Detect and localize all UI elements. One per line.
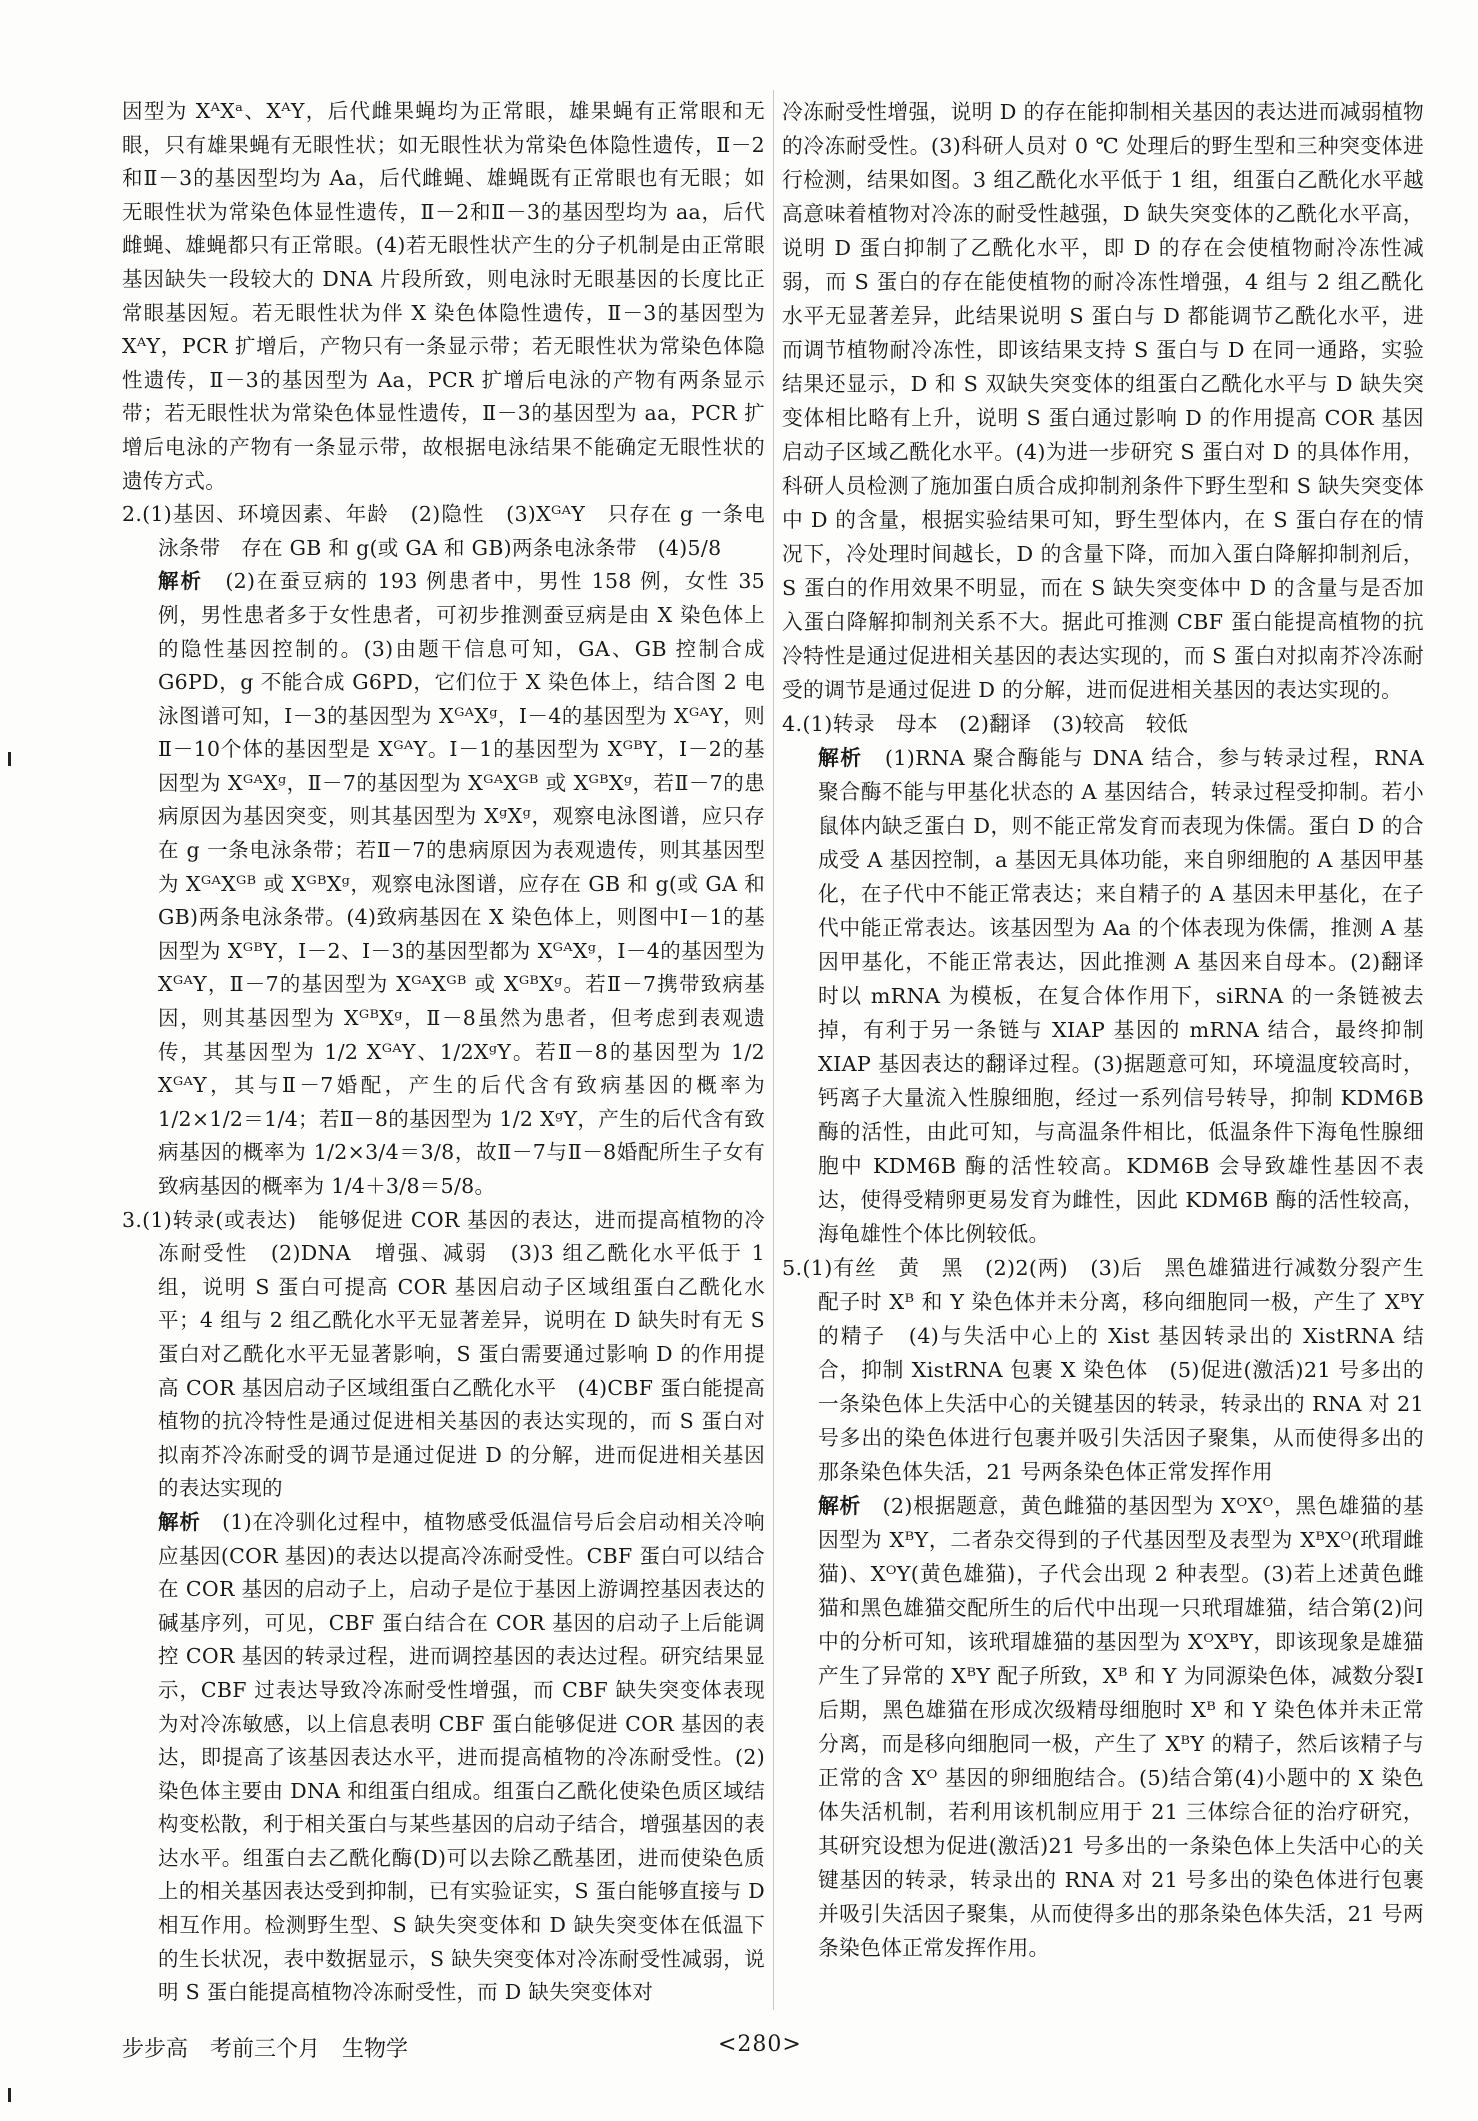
explanation-paragraph — [782, 1489, 1424, 1965]
explanation-label: 解析 — [818, 1494, 861, 1518]
answer-item: 3.(1)转录(或表达) 能够促进 COR 基因的表达，进而提高植物的冷冻耐受性 (2)DNA 增强、减弱 (3)3 组乙酰化水平低于 1 组，说明 S 蛋白可提高 COR 基因启动子区域组蛋白乙酰化水平；4 组与 2 组乙酰化水平无显著差异，说明在 D 缺失时有无 S 蛋白对乙酰化水平无显著影响，S 蛋白需要通过影响 D 的作用提高 COR 基因启动子区域组蛋白乙酰化水平 (4)CBF 蛋白能提高植物的抗冷特性是通过促进相关基因的表达实现的，而 S 蛋白对拟南芥冷冻耐受的调节是通过促进 D 的分解，进而促进相关基因的表达实现的 — [122, 1207, 765, 1501]
explanation-paragraph — [122, 1506, 765, 2010]
text-paragraph: 冷冻耐受性增强，说明 D 的存在能抑制相关基因的表达进而减弱植物的冷冻耐受性。(3)科研人员对 0 ℃ 处理后的野生型和三种突变体进行检测，结果如图。3 组乙酰化水平低于 1 组，组蛋白乙酰化水平越高意味着植物对冷冻的耐受性越强，D 缺失突变体的乙酰化水平高，说明 D 蛋白抑制了乙酰化水平，即 D 的存在会使植物耐冷冻性减弱，而 S 蛋白的存在能使植物的耐冷冻性增强，4 组与 2 组乙酰化水平无显著差异，此结果说明 S 蛋白与 D 都能调节乙酰化水平，进而调节植物耐冷冻性，即该结果支持 S 蛋白与 D 在同一通路，实验结果还显示，D 和 S 双缺失突变体的组蛋白乙酰化水平与 D 缺失突变体相比略有上升，说明 S 蛋白通过影响 D 的作用提高 COR 基因启动子区域乙酰化水平。(4)为进一步研究 S 蛋白对 D 的具体作用，科研人员检测了施加蛋白质合成抑制剂条件下野生型和 S 缺失突变体中 D 的含量，根据实验结果可知，野生型体内，在 S 蛋白存在的情况下，冷处理时间越长，D 的含量下降，而加入蛋白降解抑制剂后，S 蛋白的作用效果不明显，而在 S 缺失突变体中 D 的含量与是否加入蛋白降解抑制剂关系不大。据此可推测 CBF 蛋白能提高植物的抗冷特性是通过促进相关基因的表达实现的，而 S 蛋白对拟南芥冷冻耐受的调节是通过促进 D 的分解，进而促进相关基因的表达实现的。 — [782, 100, 1424, 702]
text-paragraph: 因型为 XᴬXᵃ、XᴬY，后代雌果蝇均为正常眼，雄果蝇有正常眼和无眼，只有雄果蝇有无眼性状；如无眼性状为常染色体隐性遗传，Ⅱ－2和Ⅱ－3的基因型均为 Aa，后代雌蝇、雄蝇既有正常眼也有无眼；如无眼性状为常染色体显性遗传，Ⅱ－2和Ⅱ－3的基因型均为 aa，后代雌蝇、雄蝇都只有正常眼。(4)若无眼性状产生的分子机制是由正常眼基因缺失一段较大的 DNA 片段所致，则电泳时无眼基因的长度比正常眼基因短。若无眼性状为伴 X 染色体隐性遗传，Ⅱ－3的基因型为 XᴬY，PCR 扩增后，产物只有一条显示带；若无眼性状为常染色体隐性遗传，Ⅱ－3的基因型为 Aa，PCR 扩增后电泳的产物有两条显示带；若无眼性状为常染色体显性遗传，Ⅱ－3的基因型为 aa，PCR 扩增后电泳的产物有一条显示带，故根据电泳结果不能确定无眼性状的遗传方式。 — [122, 99, 765, 493]
explanation-label: 解析 — [158, 1509, 201, 1534]
answer-item: 4.(1)转录 母本 (2)翻译 (3)较高 较低 — [782, 712, 1188, 736]
column-divider — [773, 90, 774, 2010]
explanation-text: (1)在冷驯化过程中，植物感受低温信号后会启动相关冷响应基因(COR 基因)的表达以提高冷冻耐受性。CBF 蛋白可以结合在 COR 基因的启动子上，启动子是位于基因上游调控基因表达的碱基序列，可见，CBF 蛋白结合在 COR 基因的启动子上后能调控 COR 基因的转录过程，进而调控基因的表达过程。研究结果显示，CBF 过表达导致冷冻耐受性增强，而 CBF 缺失突变体表现为对冷冻敏感，以上信息表明 CBF 蛋白能够促进 COR 基因的表达，即提高了该基因表达水平，进而提高植物的冷冻耐受性。(2)染色体主要由 DNA 和组蛋白组成。组蛋白乙酰化使染色质区域结构变松散，利于相关蛋白与某些基因的启动子结合，增强基因的表达水平。组蛋白去乙酰化酶(D)可以去除乙酰基团，进而使染色质上的相关基因表达受到抑制，已有实验证实，S 蛋白能够直接与 D 相互作用。检测野生型、S 缺失突变体和 D 缺失突变体在低温下的生长状况，表中数据显示，S 缺失突变体对冷冻耐受性减弱，说明 S 蛋白能提高植物冷冻耐受性，而 D 缺失突变体对 — [158, 1509, 765, 2005]
explanation-text: (2)在蚕豆病的 193 例患者中，男性 158 例，女性 35 例，男性患者多于女性患者，可初步推测蚕豆病是由 X 染色体上的隐性基因控制的。(3)由题干信息可知，GA、GB 控制合成 G6PD，g 不能合成 G6PD，它们位于 X 染色体上，结合图 2 电泳图谱可知，Ⅰ－3的基因型为 XᴳᴬXᵍ，Ⅰ－4的基因型为 XᴳᴬY，则Ⅱ－10个体的基因型是 XᴳᴬY。Ⅰ－1的基因型为 XᴳᴮY，Ⅰ－2的基因型为 XᴳᴬXᵍ，Ⅱ－7的基因型为 XᴳᴬXᴳᴮ 或 XᴳᴮXᵍ，若Ⅱ－7的患病原因为基因突变，则其基因型为 XᵍXᵍ，观察电泳图谱，应只存在 g 一条电泳条带；若Ⅱ－7的患病原因为表观遗传，则其基因型为 XᴳᴬXᴳᴮ 或 XᴳᴮXᵍ，观察电泳图谱，应存在 GB 和 g(或 GA 和 GB)两条电泳条带。(4)致病基因在 X 染色体上，则图中Ⅰ－1的基因型为 XᴳᴮY，Ⅰ－2、Ⅰ－3的基因型都为 XᴳᴬXᵍ，Ⅰ－4的基因型为 XᴳᴬY，Ⅱ－7的基因型为 XᴳᴬXᴳᴮ 或 XᴳᴮXᵍ。若Ⅱ－7携带致病基因，则其基因型为 XᴳᴮXᵍ，Ⅱ－8虽然为患者，但考虑到表观遗传，其基因型为 1/2 XᴳᴬY、1/2XᵍY。若Ⅱ－8的基因型为 1/2 XᴳᴬY，其与Ⅱ－7婚配，产生的后代含有致病基因的概率为 1/2×1/2＝1/4；若Ⅱ－8的基因型为 1/2 XᵍY，产生的后代含有致病基因的概率为 1/2×3/4＝3/8，故Ⅱ－7与Ⅱ－8婚配所生子女有致病基因的概率为 1/4＋3/8＝5/8。 — [158, 569, 765, 1198]
explanation-paragraph — [782, 741, 1424, 1251]
answer-item: 2.(1)基因、环境因素、年龄 (2)隐性 (3)XᴳᴬY 只存在 g 一条电泳条带 存在 GB 和 g(或 GA 和 GB)两条电泳条带 (4)5/8 — [122, 502, 765, 560]
left-column — [122, 95, 765, 2010]
right-column — [782, 95, 1424, 1965]
explanation-text: (1)RNA 聚合酶能与 DNA 结合，参与转录过程，RNA 聚合酶不能与甲基化状态的 A 基因结合，转录过程受抑制。若小鼠体内缺乏蛋白 D，则不能正常发育而表现为侏儒。蛋白 D 的合成受 A 基因控制，a 基因无具体功能，来自卵细胞的 A 基因甲基化，在子代中不能正常表达；来自精子的 A 基因未甲基化，在子代中能正常表达。该基因型为 Aa 的个体表现为侏儒，推测 A 基因甲基化，不能正常表达，因此推测 A 基因来自母本。(2)翻译时以 mRNA 为模板，在复合体作用下，siRNA 的一条链被去掉，有利于另一条链与 XIAP 基因的 mRNA 结合，最终抑制 XIAP 基因表达的翻译过程。(3)据题意可知，环境温度较高时，钙离子大量流入性腺细胞，经过一系列信号转导，抑制 KDM6B 酶的活性，由此可知，与高温条件相比，低温条件下海龟性腺细胞中 KDM6B 酶的活性较高。KDM6B 会导致雄性基因不表达，使得受精卵更易发育为雌性，因此 KDM6B 酶的活性较高，海龟雄性个体比例较低。 — [818, 746, 1424, 1246]
footer-book-title: 步步高 考前三个月 生物学 — [122, 2037, 409, 2062]
explanation-label: 解析 — [818, 746, 863, 770]
margin-mark — [8, 2088, 11, 2102]
explanation-text: (2)根据题意，黄色雌猫的基因型为 XᴼXᴼ，黑色雄猫的基因型为 XᴮY，二者杂交得到的子代基因型及表型为 XᴮXᴼ(玳瑁雌猫)、XᴼY(黄色雄猫)，子代会出现 2 种表型。(3)若上述黄色雌猫和黑色雄猫交配所生的后代中出现一只玳瑁雄猫，结合第(2)问中的分析可知，该玳瑁雄猫的基因型为 XᴼXᴮY，即该现象是雄猫产生了异常的 XᴮY 配子所致，Xᴮ 和 Y 为同源染色体，减数分裂Ⅰ后期，黑色雄猫在形成次级精母细胞时 Xᴮ 和 Y 染色体并未正常分离，而是移向细胞同一极，产生了 XᴮY 的精子，然后该精子与正常的含 Xᴼ 基因的卵细胞结合。(5)结合第(4)小题中的 X 染色体失活机制，若利用该机制应用于 21 三体综合征的治疗研究，其研究设想为促进(激活)21 号多出的一条染色体上失活中心的关键基因的转录，转录出的 RNA 对 21 号多出的染色体进行包裹并吸引失活因子聚集，从而使得多出的那条染色体失活，21 号两条染色体正常发挥作用。 — [818, 1494, 1424, 1960]
answer-item: 5.(1)有丝 黄 黑 (2)2(两) (3)后 黑色雄猫进行减数分裂产生配子时 Xᴮ 和 Y 染色体并未分离，移向细胞同一极，产生了 XᴮY 的精子 (4)与失活中心上的 Xist 基因转录出的 XistRNA 结合，抑制 XistRNA 包裹 X 染色体 (5)促进(激活)21 号多出的一条染色体上失活中心的关键基因的转录，转录出的 RNA 对 21 号多出的染色体进行包裹并吸引失活因子聚集，从而使得多出的那条染色体失活，21 号两条染色体正常发挥作用 — [782, 1256, 1424, 1484]
margin-mark — [8, 752, 11, 766]
page-number: <280> — [718, 2032, 802, 2057]
explanation-paragraph — [122, 565, 765, 1203]
explanation-label: 解析 — [158, 569, 203, 594]
